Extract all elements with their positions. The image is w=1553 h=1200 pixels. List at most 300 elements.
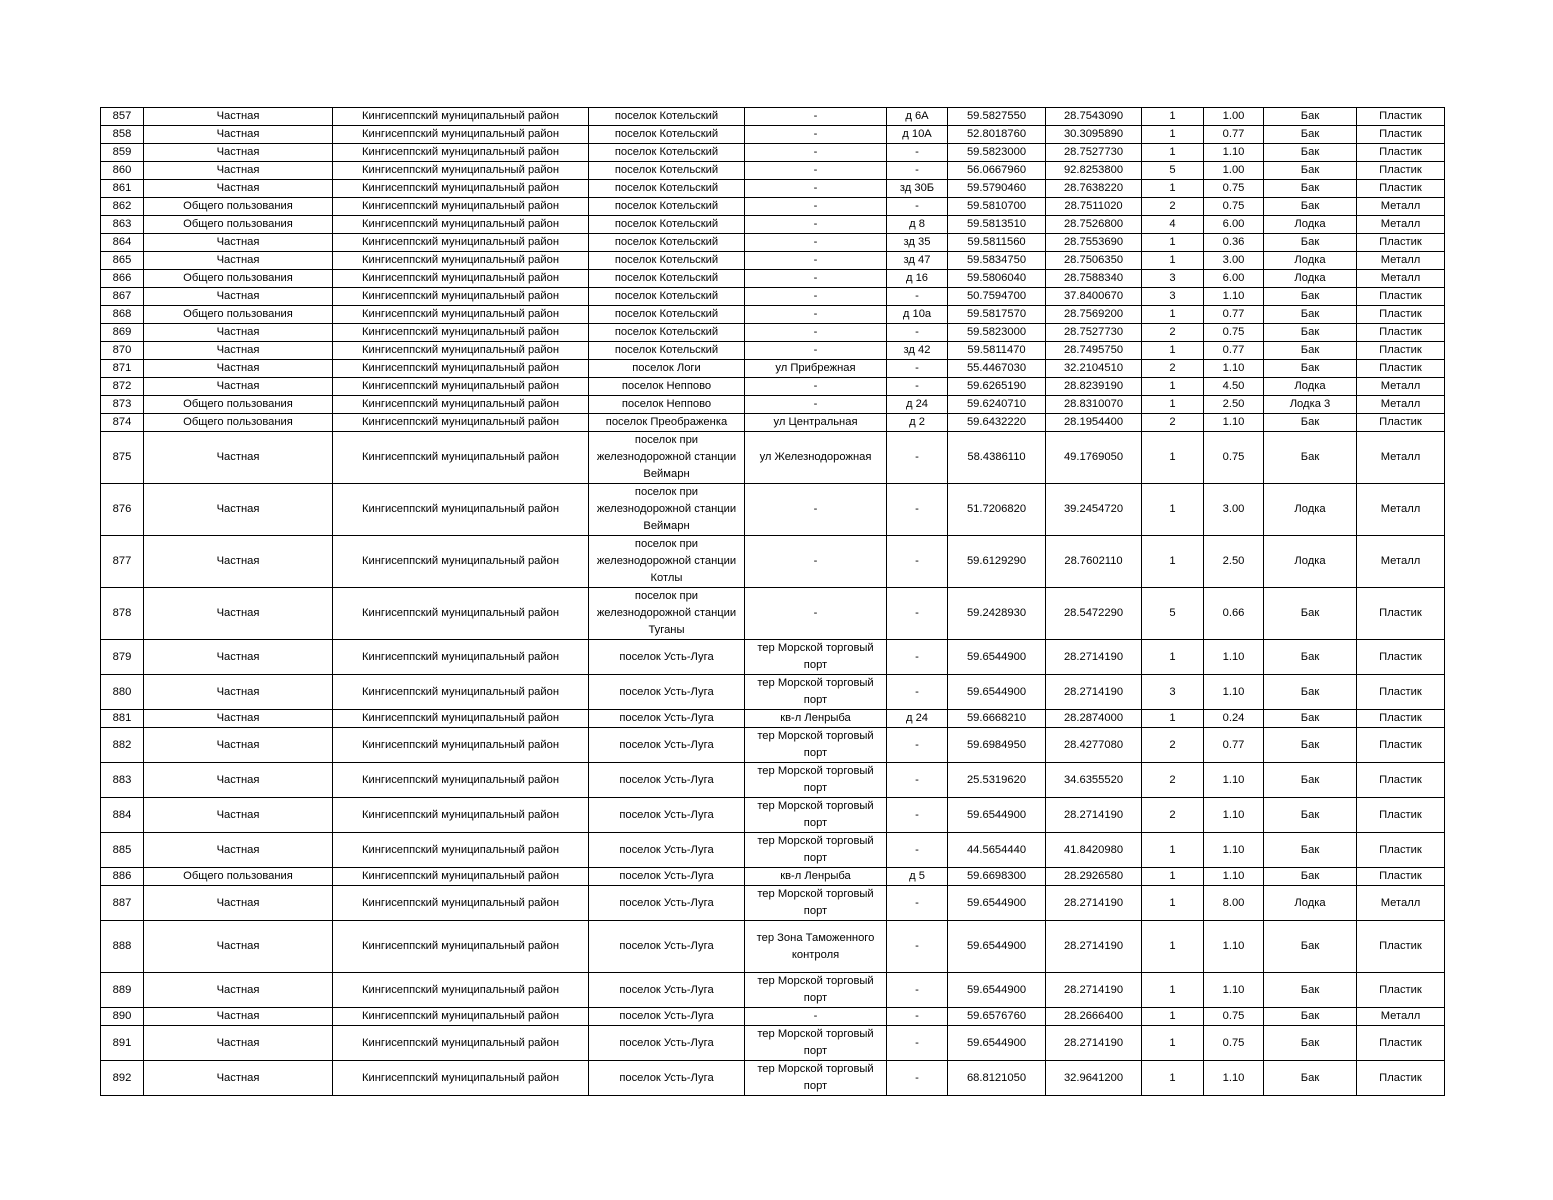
volume-cell: 0.75: [1204, 432, 1264, 484]
container-type-cell: Бак: [1264, 763, 1357, 798]
settlement-cell: поселок Усть-Луга: [589, 710, 745, 728]
container-count-cell: 1: [1142, 484, 1204, 536]
material-cell: Пластик: [1357, 728, 1445, 763]
street-cell: -: [745, 342, 887, 360]
ownership-cell: Частная: [144, 710, 333, 728]
district-cell: Кингисеппский муниципальный район: [333, 886, 589, 921]
longitude-cell: 28.1954400: [1046, 414, 1142, 432]
longitude-cell: 28.7527730: [1046, 144, 1142, 162]
material-cell: Металл: [1357, 378, 1445, 396]
latitude-cell: 55.4467030: [948, 360, 1046, 378]
table-row: [101, 270, 1445, 288]
container-type-cell: Бак: [1264, 921, 1357, 973]
street-cell: -: [745, 162, 887, 180]
district-cell: Кингисеппский муниципальный район: [333, 763, 589, 798]
longitude-cell: 28.7553690: [1046, 234, 1142, 252]
settlement-cell: поселок при железнодорожной станции Туганы: [589, 588, 745, 640]
container-count-cell: 4: [1142, 216, 1204, 234]
longitude-cell: 92.8253800: [1046, 162, 1142, 180]
material-cell: Пластик: [1357, 162, 1445, 180]
volume-cell: 6.00: [1204, 270, 1264, 288]
house-cell: д 24: [887, 396, 948, 414]
container-count-cell: 1: [1142, 252, 1204, 270]
table-row: [101, 360, 1445, 378]
house-cell: д 5: [887, 868, 948, 886]
table-row: [101, 484, 1445, 536]
material-cell: Пластик: [1357, 833, 1445, 868]
ownership-cell: Частная: [144, 798, 333, 833]
table-row: [101, 1026, 1445, 1061]
house-cell: -: [887, 378, 948, 396]
street-cell: ул Железнодорожная: [745, 432, 887, 484]
longitude-cell: 39.2454720: [1046, 484, 1142, 536]
latitude-cell: 59.6544900: [948, 921, 1046, 973]
latitude-cell: 51.7206820: [948, 484, 1046, 536]
row-number-cell: 875: [101, 432, 144, 484]
house-cell: д 2: [887, 414, 948, 432]
longitude-cell: 28.2714190: [1046, 798, 1142, 833]
table-row: [101, 763, 1445, 798]
row-number-cell: 889: [101, 973, 144, 1008]
row-number-cell: 881: [101, 710, 144, 728]
latitude-cell: 68.8121050: [948, 1061, 1046, 1096]
ownership-cell: Общего пользования: [144, 270, 333, 288]
row-number-cell: 876: [101, 484, 144, 536]
house-cell: -: [887, 288, 948, 306]
row-number-cell: 859: [101, 144, 144, 162]
volume-cell: 0.36: [1204, 234, 1264, 252]
latitude-cell: 59.6698300: [948, 868, 1046, 886]
ownership-cell: Частная: [144, 973, 333, 1008]
latitude-cell: 59.5823000: [948, 144, 1046, 162]
longitude-cell: 37.8400670: [1046, 288, 1142, 306]
house-cell: зд 42: [887, 342, 948, 360]
house-cell: -: [887, 1026, 948, 1061]
settlement-cell: поселок при железнодорожной станции Веймарн: [589, 484, 745, 536]
volume-cell: 1.10: [1204, 868, 1264, 886]
district-cell: Кингисеппский муниципальный район: [333, 144, 589, 162]
street-cell: -: [745, 536, 887, 588]
longitude-cell: 34.6355520: [1046, 763, 1142, 798]
container-type-cell: Бак: [1264, 432, 1357, 484]
settlement-cell: поселок Усть-Луга: [589, 833, 745, 868]
street-cell: -: [745, 180, 887, 198]
street-cell: -: [745, 306, 887, 324]
house-cell: зд 35: [887, 234, 948, 252]
longitude-cell: 28.2926580: [1046, 868, 1142, 886]
container-type-cell: Бак: [1264, 640, 1357, 675]
container-count-cell: 2: [1142, 360, 1204, 378]
street-cell: -: [745, 144, 887, 162]
house-cell: -: [887, 1008, 948, 1026]
material-cell: Пластик: [1357, 973, 1445, 1008]
container-type-cell: Бак: [1264, 234, 1357, 252]
house-cell: -: [887, 588, 948, 640]
settlement-cell: поселок Усть-Луга: [589, 868, 745, 886]
material-cell: Пластик: [1357, 288, 1445, 306]
district-cell: Кингисеппский муниципальный район: [333, 675, 589, 710]
row-number-cell: 871: [101, 360, 144, 378]
ownership-cell: Частная: [144, 1008, 333, 1026]
ownership-cell: Частная: [144, 1026, 333, 1061]
district-cell: Кингисеппский муниципальный район: [333, 1026, 589, 1061]
ownership-cell: Частная: [144, 1061, 333, 1096]
container-count-cell: 3: [1142, 288, 1204, 306]
material-cell: Пластик: [1357, 1026, 1445, 1061]
table-row: [101, 640, 1445, 675]
settlement-cell: поселок Котельский: [589, 306, 745, 324]
house-cell: -: [887, 973, 948, 1008]
district-cell: Кингисеппский муниципальный район: [333, 162, 589, 180]
container-type-cell: Лодка: [1264, 484, 1357, 536]
container-count-cell: 2: [1142, 324, 1204, 342]
table-row: [101, 675, 1445, 710]
container-type-cell: Бак: [1264, 1008, 1357, 1026]
row-number-cell: 868: [101, 306, 144, 324]
longitude-cell: 28.8310070: [1046, 396, 1142, 414]
settlement-cell: поселок Усть-Луга: [589, 798, 745, 833]
settlement-cell: поселок при железнодорожной станции Котлы: [589, 536, 745, 588]
row-number-cell: 860: [101, 162, 144, 180]
container-type-cell: Бак: [1264, 126, 1357, 144]
volume-cell: 0.75: [1204, 1008, 1264, 1026]
ownership-cell: Частная: [144, 144, 333, 162]
settlement-cell: поселок Котельский: [589, 270, 745, 288]
house-cell: -: [887, 144, 948, 162]
volume-cell: 0.77: [1204, 126, 1264, 144]
house-cell: -: [887, 198, 948, 216]
latitude-cell: 44.5654440: [948, 833, 1046, 868]
longitude-cell: 28.7495750: [1046, 342, 1142, 360]
longitude-cell: 28.2714190: [1046, 1026, 1142, 1061]
material-cell: Металл: [1357, 216, 1445, 234]
latitude-cell: 52.8018760: [948, 126, 1046, 144]
street-cell: -: [745, 108, 887, 126]
container-count-cell: 1: [1142, 342, 1204, 360]
row-number-cell: 862: [101, 198, 144, 216]
settlement-cell: поселок Котельский: [589, 324, 745, 342]
table-row: [101, 728, 1445, 763]
district-cell: Кингисеппский муниципальный район: [333, 640, 589, 675]
house-cell: зд 47: [887, 252, 948, 270]
longitude-cell: 28.7588340: [1046, 270, 1142, 288]
table-row: [101, 126, 1445, 144]
material-cell: Пластик: [1357, 180, 1445, 198]
container-count-cell: 3: [1142, 675, 1204, 710]
material-cell: Пластик: [1357, 763, 1445, 798]
street-cell: тер Зона Таможенного контроля: [745, 921, 887, 973]
street-cell: тер Морской торговый порт: [745, 833, 887, 868]
container-type-cell: Бак: [1264, 360, 1357, 378]
container-type-cell: Бак: [1264, 162, 1357, 180]
container-type-cell: Бак: [1264, 833, 1357, 868]
latitude-cell: 59.6544900: [948, 886, 1046, 921]
table-row: [101, 288, 1445, 306]
ownership-cell: Частная: [144, 536, 333, 588]
volume-cell: 0.75: [1204, 1026, 1264, 1061]
house-cell: д 10А: [887, 126, 948, 144]
longitude-cell: 28.7511020: [1046, 198, 1142, 216]
row-number-cell: 874: [101, 414, 144, 432]
street-cell: -: [745, 324, 887, 342]
district-cell: Кингисеппский муниципальный район: [333, 306, 589, 324]
container-count-cell: 1: [1142, 1008, 1204, 1026]
material-cell: Пластик: [1357, 710, 1445, 728]
table-row: [101, 798, 1445, 833]
volume-cell: 1.00: [1204, 162, 1264, 180]
district-cell: Кингисеппский муниципальный район: [333, 728, 589, 763]
container-type-cell: Лодка: [1264, 216, 1357, 234]
container-count-cell: 5: [1142, 588, 1204, 640]
district-cell: Кингисеппский муниципальный район: [333, 198, 589, 216]
latitude-cell: 59.5817570: [948, 306, 1046, 324]
volume-cell: 2.50: [1204, 396, 1264, 414]
district-cell: Кингисеппский муниципальный район: [333, 252, 589, 270]
district-cell: Кингисеппский муниципальный район: [333, 216, 589, 234]
latitude-cell: 59.6265190: [948, 378, 1046, 396]
ownership-cell: Частная: [144, 763, 333, 798]
ownership-cell: Частная: [144, 432, 333, 484]
street-cell: -: [745, 484, 887, 536]
latitude-cell: 59.6544900: [948, 675, 1046, 710]
house-cell: -: [887, 324, 948, 342]
ownership-cell: Общего пользования: [144, 216, 333, 234]
volume-cell: 0.75: [1204, 198, 1264, 216]
ownership-cell: Частная: [144, 921, 333, 973]
container-type-cell: Бак: [1264, 1026, 1357, 1061]
material-cell: Металл: [1357, 536, 1445, 588]
district-cell: Кингисеппский муниципальный район: [333, 1061, 589, 1096]
longitude-cell: 28.8239190: [1046, 378, 1142, 396]
volume-cell: 6.00: [1204, 216, 1264, 234]
container-type-cell: Бак: [1264, 144, 1357, 162]
table-row: [101, 342, 1445, 360]
material-cell: Пластик: [1357, 360, 1445, 378]
longitude-cell: 28.2714190: [1046, 640, 1142, 675]
district-cell: Кингисеппский муниципальный район: [333, 1008, 589, 1026]
table-row: [101, 973, 1445, 1008]
district-cell: Кингисеппский муниципальный район: [333, 288, 589, 306]
row-number-cell: 872: [101, 378, 144, 396]
latitude-cell: 59.6668210: [948, 710, 1046, 728]
house-cell: -: [887, 162, 948, 180]
settlement-cell: поселок Котельский: [589, 198, 745, 216]
street-cell: кв-л Ленрыба: [745, 868, 887, 886]
latitude-cell: 59.6544900: [948, 798, 1046, 833]
table-row: [101, 144, 1445, 162]
ownership-cell: Общего пользования: [144, 306, 333, 324]
volume-cell: 0.77: [1204, 306, 1264, 324]
district-cell: Кингисеппский муниципальный район: [333, 378, 589, 396]
latitude-cell: 59.6984950: [948, 728, 1046, 763]
volume-cell: 1.10: [1204, 144, 1264, 162]
latitude-cell: 56.0667960: [948, 162, 1046, 180]
container-count-cell: 1: [1142, 868, 1204, 886]
house-cell: -: [887, 360, 948, 378]
material-cell: Металл: [1357, 432, 1445, 484]
house-cell: д 16: [887, 270, 948, 288]
material-cell: Пластик: [1357, 108, 1445, 126]
table-row: [101, 234, 1445, 252]
ownership-cell: Частная: [144, 833, 333, 868]
settlement-cell: поселок Котельский: [589, 234, 745, 252]
district-cell: Кингисеппский муниципальный район: [333, 396, 589, 414]
district-cell: Кингисеппский муниципальный район: [333, 108, 589, 126]
container-type-cell: Бак: [1264, 728, 1357, 763]
row-number-cell: 884: [101, 798, 144, 833]
street-cell: тер Морской торговый порт: [745, 1061, 887, 1096]
longitude-cell: 28.7527730: [1046, 324, 1142, 342]
settlement-cell: поселок Котельский: [589, 288, 745, 306]
volume-cell: 0.77: [1204, 342, 1264, 360]
settlement-cell: поселок Неппово: [589, 378, 745, 396]
row-number-cell: 870: [101, 342, 144, 360]
settlement-cell: поселок Котельский: [589, 126, 745, 144]
house-cell: -: [887, 484, 948, 536]
material-cell: Металл: [1357, 198, 1445, 216]
container-count-cell: 1: [1142, 640, 1204, 675]
container-count-cell: 2: [1142, 798, 1204, 833]
settlement-cell: поселок Усть-Луга: [589, 1026, 745, 1061]
longitude-cell: 28.4277080: [1046, 728, 1142, 763]
settlement-cell: поселок Неппово: [589, 396, 745, 414]
container-type-cell: Бак: [1264, 868, 1357, 886]
street-cell: -: [745, 198, 887, 216]
row-number-cell: 861: [101, 180, 144, 198]
container-count-cell: 1: [1142, 306, 1204, 324]
latitude-cell: 59.5827550: [948, 108, 1046, 126]
container-type-cell: Лодка: [1264, 378, 1357, 396]
container-count-cell: 1: [1142, 108, 1204, 126]
row-number-cell: 883: [101, 763, 144, 798]
settlement-cell: поселок Усть-Луга: [589, 1061, 745, 1096]
container-type-cell: Бак: [1264, 973, 1357, 1008]
ownership-cell: Частная: [144, 588, 333, 640]
material-cell: Пластик: [1357, 306, 1445, 324]
district-cell: Кингисеппский муниципальный район: [333, 710, 589, 728]
container-type-cell: Бак: [1264, 675, 1357, 710]
latitude-cell: 59.6432220: [948, 414, 1046, 432]
district-cell: Кингисеппский муниципальный район: [333, 588, 589, 640]
latitude-cell: 59.6544900: [948, 1026, 1046, 1061]
settlement-cell: поселок Усть-Луга: [589, 763, 745, 798]
longitude-cell: 28.7638220: [1046, 180, 1142, 198]
container-count-cell: 1: [1142, 536, 1204, 588]
table-row: [101, 198, 1445, 216]
volume-cell: 0.75: [1204, 324, 1264, 342]
house-cell: д 8: [887, 216, 948, 234]
district-cell: Кингисеппский муниципальный район: [333, 342, 589, 360]
longitude-cell: 28.7543090: [1046, 108, 1142, 126]
container-count-cell: 1: [1142, 833, 1204, 868]
volume-cell: 1.10: [1204, 640, 1264, 675]
container-count-cell: 1: [1142, 921, 1204, 973]
street-cell: тер Морской торговый порт: [745, 640, 887, 675]
material-cell: Пластик: [1357, 1061, 1445, 1096]
registry-table: [100, 107, 1445, 1096]
district-cell: Кингисеппский муниципальный район: [333, 414, 589, 432]
settlement-cell: поселок Котельский: [589, 180, 745, 198]
latitude-cell: 59.2428930: [948, 588, 1046, 640]
row-number-cell: 892: [101, 1061, 144, 1096]
row-number-cell: 863: [101, 216, 144, 234]
volume-cell: 8.00: [1204, 886, 1264, 921]
row-number-cell: 888: [101, 921, 144, 973]
material-cell: Металл: [1357, 1008, 1445, 1026]
street-cell: -: [745, 234, 887, 252]
container-type-cell: Бак: [1264, 198, 1357, 216]
table-row: [101, 306, 1445, 324]
ownership-cell: Частная: [144, 180, 333, 198]
row-number-cell: 865: [101, 252, 144, 270]
container-count-cell: 1: [1142, 432, 1204, 484]
district-cell: Кингисеппский муниципальный район: [333, 484, 589, 536]
ownership-cell: Общего пользования: [144, 868, 333, 886]
house-cell: д 10а: [887, 306, 948, 324]
street-cell: тер Морской торговый порт: [745, 1026, 887, 1061]
material-cell: Металл: [1357, 252, 1445, 270]
ownership-cell: Частная: [144, 886, 333, 921]
longitude-cell: 28.2714190: [1046, 973, 1142, 1008]
volume-cell: 1.10: [1204, 921, 1264, 973]
container-count-cell: 1: [1142, 886, 1204, 921]
material-cell: Пластик: [1357, 640, 1445, 675]
container-count-cell: 1: [1142, 234, 1204, 252]
ownership-cell: Частная: [144, 484, 333, 536]
latitude-cell: 59.5811560: [948, 234, 1046, 252]
street-cell: -: [745, 270, 887, 288]
settlement-cell: поселок Логи: [589, 360, 745, 378]
volume-cell: 1.10: [1204, 763, 1264, 798]
material-cell: Пластик: [1357, 126, 1445, 144]
container-count-cell: 2: [1142, 414, 1204, 432]
registry-body: [101, 108, 1445, 1096]
table-row: [101, 378, 1445, 396]
container-count-cell: 1: [1142, 126, 1204, 144]
settlement-cell: поселок Котельский: [589, 216, 745, 234]
table-row: [101, 868, 1445, 886]
row-number-cell: 891: [101, 1026, 144, 1061]
row-number-cell: 864: [101, 234, 144, 252]
district-cell: Кингисеппский муниципальный район: [333, 921, 589, 973]
material-cell: Металл: [1357, 270, 1445, 288]
house-cell: д 6А: [887, 108, 948, 126]
row-number-cell: 890: [101, 1008, 144, 1026]
latitude-cell: 59.5834750: [948, 252, 1046, 270]
container-count-cell: 1: [1142, 180, 1204, 198]
settlement-cell: поселок Усть-Луга: [589, 675, 745, 710]
table-row: [101, 216, 1445, 234]
ownership-cell: Общего пользования: [144, 396, 333, 414]
street-cell: ул Прибрежная: [745, 360, 887, 378]
row-number-cell: 886: [101, 868, 144, 886]
table-row: [101, 396, 1445, 414]
settlement-cell: поселок Усть-Луга: [589, 886, 745, 921]
row-number-cell: 857: [101, 108, 144, 126]
house-cell: -: [887, 833, 948, 868]
ownership-cell: Частная: [144, 342, 333, 360]
container-type-cell: Бак: [1264, 324, 1357, 342]
volume-cell: 0.75: [1204, 180, 1264, 198]
volume-cell: 4.50: [1204, 378, 1264, 396]
longitude-cell: 49.1769050: [1046, 432, 1142, 484]
volume-cell: 1.10: [1204, 1061, 1264, 1096]
district-cell: Кингисеппский муниципальный район: [333, 180, 589, 198]
latitude-cell: 59.5790460: [948, 180, 1046, 198]
street-cell: -: [745, 396, 887, 414]
settlement-cell: поселок Котельский: [589, 252, 745, 270]
longitude-cell: 28.5472290: [1046, 588, 1142, 640]
